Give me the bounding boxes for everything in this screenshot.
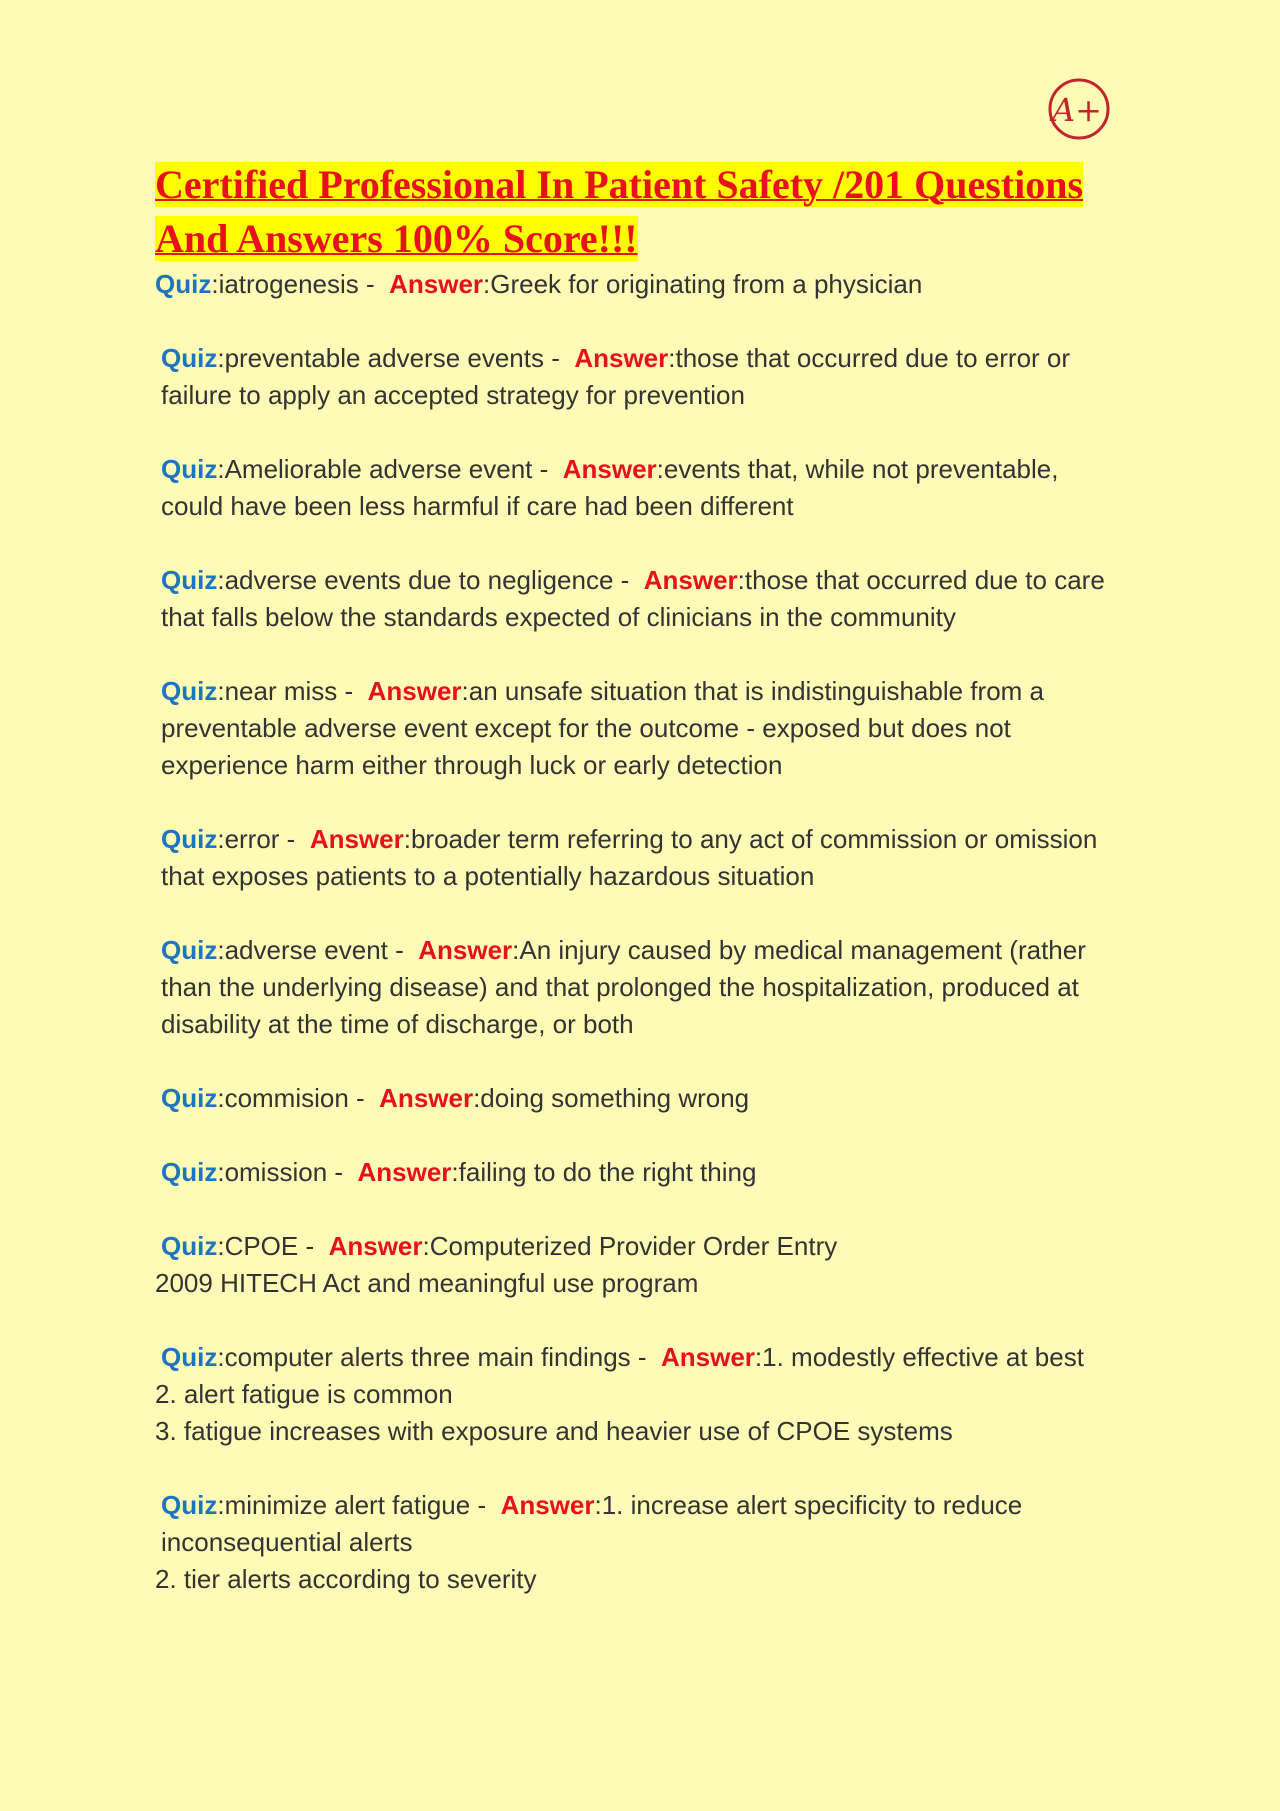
qa-item [155, 1154, 1115, 1191]
answer-label: Answer [367, 676, 462, 706]
qa-item [155, 340, 1115, 414]
answer-label: Answer [389, 269, 484, 299]
qa-item [155, 1228, 1115, 1302]
answer-label: Answer [379, 1083, 474, 1113]
qa-item [155, 1487, 1115, 1598]
qa-item [155, 1339, 1115, 1450]
answer-text: :failing to do the right thing [451, 1157, 757, 1187]
answer-text: :doing something wrong [473, 1083, 750, 1113]
answer-text: :Computerized Provider Order Entry [422, 1231, 838, 1261]
question-text: :adverse events due to negligence - [217, 565, 637, 595]
qa-item [155, 821, 1115, 895]
answer-label: Answer [309, 824, 404, 854]
answer-label: Answer [328, 1231, 423, 1261]
quiz-label: Quiz [161, 1083, 218, 1113]
qa-item [155, 932, 1115, 1043]
answer-label: Answer [643, 565, 738, 595]
qa-item [155, 1080, 1115, 1117]
answer-continuation: 2. tier alerts according to severity [155, 1564, 537, 1594]
answer-text: :1. increase alert specificity to reduce inconsequential alerts [161, 1490, 1030, 1557]
quiz-label: Quiz [161, 935, 218, 965]
qa-item [155, 266, 1115, 303]
answer-text: :an unsafe situation that is indistinguishable from a preventable adverse event except for the outcome - exposed but does not experience harm either through luck or early detection [161, 676, 1052, 780]
a-plus-logo [1046, 76, 1112, 142]
answer-continuation: 2. alert fatigue is common 3. fatigue increases with exposure and heavier use of CPOE systems [155, 1379, 953, 1446]
question-text: :commision - [217, 1083, 372, 1113]
question-text: :computer alerts three main findings - [217, 1342, 654, 1372]
question-text: :omission - [217, 1157, 351, 1187]
question-text: :adverse event - [217, 935, 411, 965]
quiz-label: Quiz [161, 676, 218, 706]
answer-continuation: 2009 HITECH Act and meaningful use program [155, 1268, 699, 1298]
answer-text: :Greek for originating from a physician [483, 269, 923, 299]
question-text: :CPOE - [217, 1231, 322, 1261]
answer-text: :An injury caused by medical management (rather than the underlying disease) and that prolonged the hospitalization, produced at disability at the time of discharge, or both [161, 935, 1094, 1039]
quiz-label: Quiz [161, 1490, 218, 1520]
answer-label: Answer [661, 1342, 755, 1372]
answer-text: :those that occurred due to error or failure to apply an accepted strategy for prevention [161, 343, 1078, 410]
answer-text: :events that, while not preventable, could have been less harmful if care had been different [161, 454, 1066, 521]
answer-label: Answer [574, 343, 669, 373]
question-text: :near miss - [217, 676, 361, 706]
quiz-label: Quiz [161, 1157, 218, 1187]
question-text: :preventable adverse events - [217, 343, 568, 373]
question-text: :Ameliorable adverse event - [217, 454, 556, 484]
document-body [155, 158, 1115, 1635]
quiz-label: Quiz [161, 565, 218, 595]
answer-label: Answer [357, 1157, 452, 1187]
answer-label: Answer [500, 1490, 595, 1520]
quiz-label: Quiz [161, 1342, 218, 1372]
answer-label: Answer [562, 454, 657, 484]
qa-item [155, 562, 1115, 636]
qa-item [155, 451, 1115, 525]
quiz-label: Quiz [161, 1231, 218, 1261]
page-title: Certified Professional In Patient Safety /201 Questions And Answers 100% Score!!! [155, 162, 1084, 261]
quiz-label: Quiz [161, 454, 218, 484]
question-text: :error - [217, 824, 303, 854]
answer-text: :those that occurred due to care that falls below the standards expected of clinicians in the community [161, 565, 1113, 632]
question-text: :iatrogenesis - [211, 269, 382, 299]
qa-item [155, 673, 1115, 784]
answer-text: :1. modestly effective at best [754, 1342, 1084, 1372]
quiz-label: Quiz [161, 824, 218, 854]
answer-label: Answer [418, 935, 513, 965]
logo-text: A+ [1052, 91, 1102, 129]
quiz-label: Quiz [155, 269, 212, 299]
quiz-label: Quiz [161, 343, 218, 373]
qa-list [155, 266, 1115, 1598]
answer-text: :broader term referring to any act of commission or omission that exposes patients to a potentially hazardous situation [161, 824, 1105, 891]
question-text: :minimize alert fatigue - [217, 1490, 494, 1520]
